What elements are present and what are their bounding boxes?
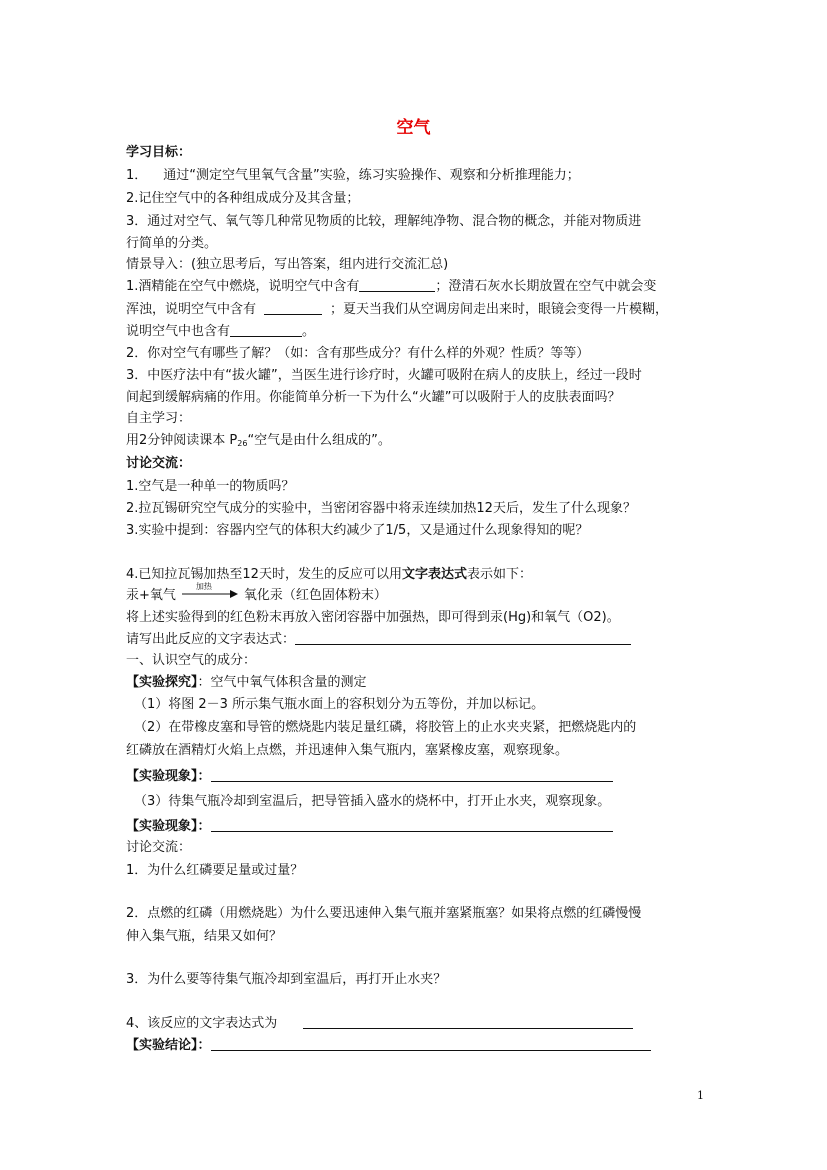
- part1-discussion-heading: 讨论交流：: [126, 840, 192, 855]
- intro-q2: 2．你对空气有哪些了解？（如：含有那些成分？有什么样的外观？性质？等等）: [126, 346, 590, 361]
- page-subscript: 26: [237, 439, 248, 448]
- q1-text-e: 说明空气中也含有: [126, 324, 231, 339]
- answer-blank[interactable]: [211, 818, 613, 832]
- step-2-line1: （2）在带橡皮塞和导管的燃烧匙内装足量红磷，将胶管上的止水夹夹紧，把燃烧匙内的: [134, 720, 637, 735]
- page-title: 空气: [396, 118, 431, 138]
- answer-blank[interactable]: [211, 768, 613, 782]
- equation-products: 氧化汞（红色固体粉末）: [243, 588, 387, 603]
- q1-text-d: ；夏天当我们从空调房间走出来时，眼镜会变得一片模糊，: [330, 302, 669, 317]
- discussion-q4-line2: 将上述实验得到的红色粉末再放入密闭容器中加强热，即可得到汞(Hg)和氧气（O2)。: [126, 610, 620, 625]
- self-study-text-end: “空气是由什么组成的”。: [247, 433, 391, 448]
- explore-label: 【实验探究】: [126, 675, 198, 690]
- intro-q1-line3: [126, 322, 315, 342]
- part1-heading: 一、认识空气的成分：: [126, 653, 257, 668]
- step-1: （1）将图 2－3 所示集气瓶水面上的容积划分为五等份，并加以标记。: [134, 697, 545, 712]
- reaction-arrow: [182, 582, 238, 600]
- phenomenon-label: 【实验现象】: [126, 769, 198, 784]
- phenomenon-1: [126, 767, 613, 787]
- answer-blank[interactable]: [295, 631, 631, 645]
- intro-q1-line1: [126, 277, 656, 297]
- reaction-condition: 加热: [195, 582, 212, 591]
- objective-1: [126, 166, 580, 186]
- equation-reactants: 汞+氧气: [126, 588, 176, 603]
- discussion-q4: [126, 565, 532, 585]
- experiment-explore: [126, 673, 367, 693]
- intro-q3-line2: 间起到缓解病痛的作用。你能简单分析一下为什么“火罐”可以吸附于人的皮肤表面吗？: [126, 390, 621, 405]
- discussion-q3: 3.实验中提到：容器内空气的体积大约减少了1/5，又是通过什么现象得知的呢？: [126, 523, 589, 538]
- self-study-line: [126, 431, 391, 454]
- answer-blank[interactable]: [211, 1037, 651, 1051]
- answer-blank[interactable]: [303, 1015, 633, 1029]
- part1-d2-line1: 2．点燃的红磷（用燃烧匙）为什么要迅速伸入集气瓶并塞紧瓶塞？如果将点燃的红磷慢慢: [126, 906, 642, 921]
- experiment-conclusion: [126, 1036, 651, 1056]
- objective-2: 2.记住空气中的各种组成成分及其含量；: [126, 191, 360, 206]
- q1-text-b: ；澄清石灰水长期放置在空气中就会变: [435, 279, 657, 294]
- part1-d1: 1．为什么红磷要足量或过量？: [126, 863, 304, 878]
- step-3: （3）待集气瓶冷却到室温后，把导管插入盛水的烧杯中，打开止水夹，观察现象。: [134, 794, 611, 809]
- phenomenon-2: [126, 817, 613, 837]
- discussion-q1: 1.空气是一种单一的物质吗？: [126, 479, 295, 494]
- q1-text-c: 浑浊，说明空气中含有: [126, 302, 257, 317]
- q1-text-f: 。: [302, 324, 316, 339]
- objective-3-line1: 3．通过对空气、氧气等几种常见物质的比较，理解纯净物、混合物的概念，并能对物质进: [126, 214, 642, 229]
- q4-prompt: 请写出此反应的文字表达式：: [126, 632, 296, 647]
- q4-text-end: 表示如下：: [466, 567, 532, 582]
- colon: ：: [197, 769, 211, 784]
- d4-prompt: 4、该反应的文字表达式为: [126, 1016, 278, 1031]
- colon: ：: [197, 819, 211, 834]
- answer-blank[interactable]: [230, 323, 302, 337]
- colon: ：: [197, 1038, 211, 1053]
- q4-text: 4.已知拉瓦锡加热至12天时，发生的反应可以用: [126, 567, 402, 582]
- intro-heading: 情景导入：(独立思考后，写出答案，组内进行交流汇总): [126, 257, 449, 272]
- answer-blank[interactable]: [359, 278, 435, 292]
- conclusion-label: 【实验结论】: [126, 1038, 198, 1053]
- word-equation: [126, 582, 387, 606]
- q4-bold-text: 文字表达式: [401, 567, 467, 582]
- self-study-heading: 自主学习：: [126, 411, 192, 426]
- q1-text-a: 1.酒精能在空气中燃烧，说明空气中含有: [126, 279, 360, 294]
- phenomenon-label: 【实验现象】: [126, 819, 198, 834]
- step-2-line2: 红磷放在酒精灯火焰上点燃，并迅速伸入集气瓶内，塞紧橡皮塞，观察现象。: [126, 743, 569, 758]
- explore-text: ：空气中氧气体积含量的测定: [197, 675, 367, 690]
- intro-q1-line2: [126, 300, 668, 320]
- discussion-heading: 讨论交流：: [126, 456, 192, 471]
- objective-3-line2: 行简单的分类。: [126, 236, 218, 251]
- intro-q3-line1: 3．中医疗法中有“拔火罐”，当医生进行诊疗时，火罐可吸附在病人的皮肤上，经过一段时: [126, 368, 642, 383]
- part1-d2-line2: 伸入集气瓶，结果又如何？: [126, 929, 283, 944]
- page-number: 1: [697, 1089, 704, 1102]
- part1-d3: 3．为什么要等待集气瓶冷却到室温后，再打开止水夹？: [126, 972, 447, 987]
- discussion-q4-line3: [126, 630, 631, 650]
- self-study-text: 用2分钟阅读课本 P: [126, 433, 238, 448]
- part1-d4: [126, 1014, 633, 1034]
- objectives-heading: 学习目标：: [126, 145, 192, 160]
- answer-blank[interactable]: [264, 301, 322, 315]
- objective-1-num: 1．: [126, 168, 148, 183]
- discussion-q2: 2.拉瓦锡研究空气成分的实验中，当密闭容器中将汞连续加热12天后，发生了什么现象？: [126, 501, 636, 516]
- objective-1-text: 通过“测定空气里氧气含量”实验，练习实验操作、观察和分析推理能力；: [163, 168, 580, 183]
